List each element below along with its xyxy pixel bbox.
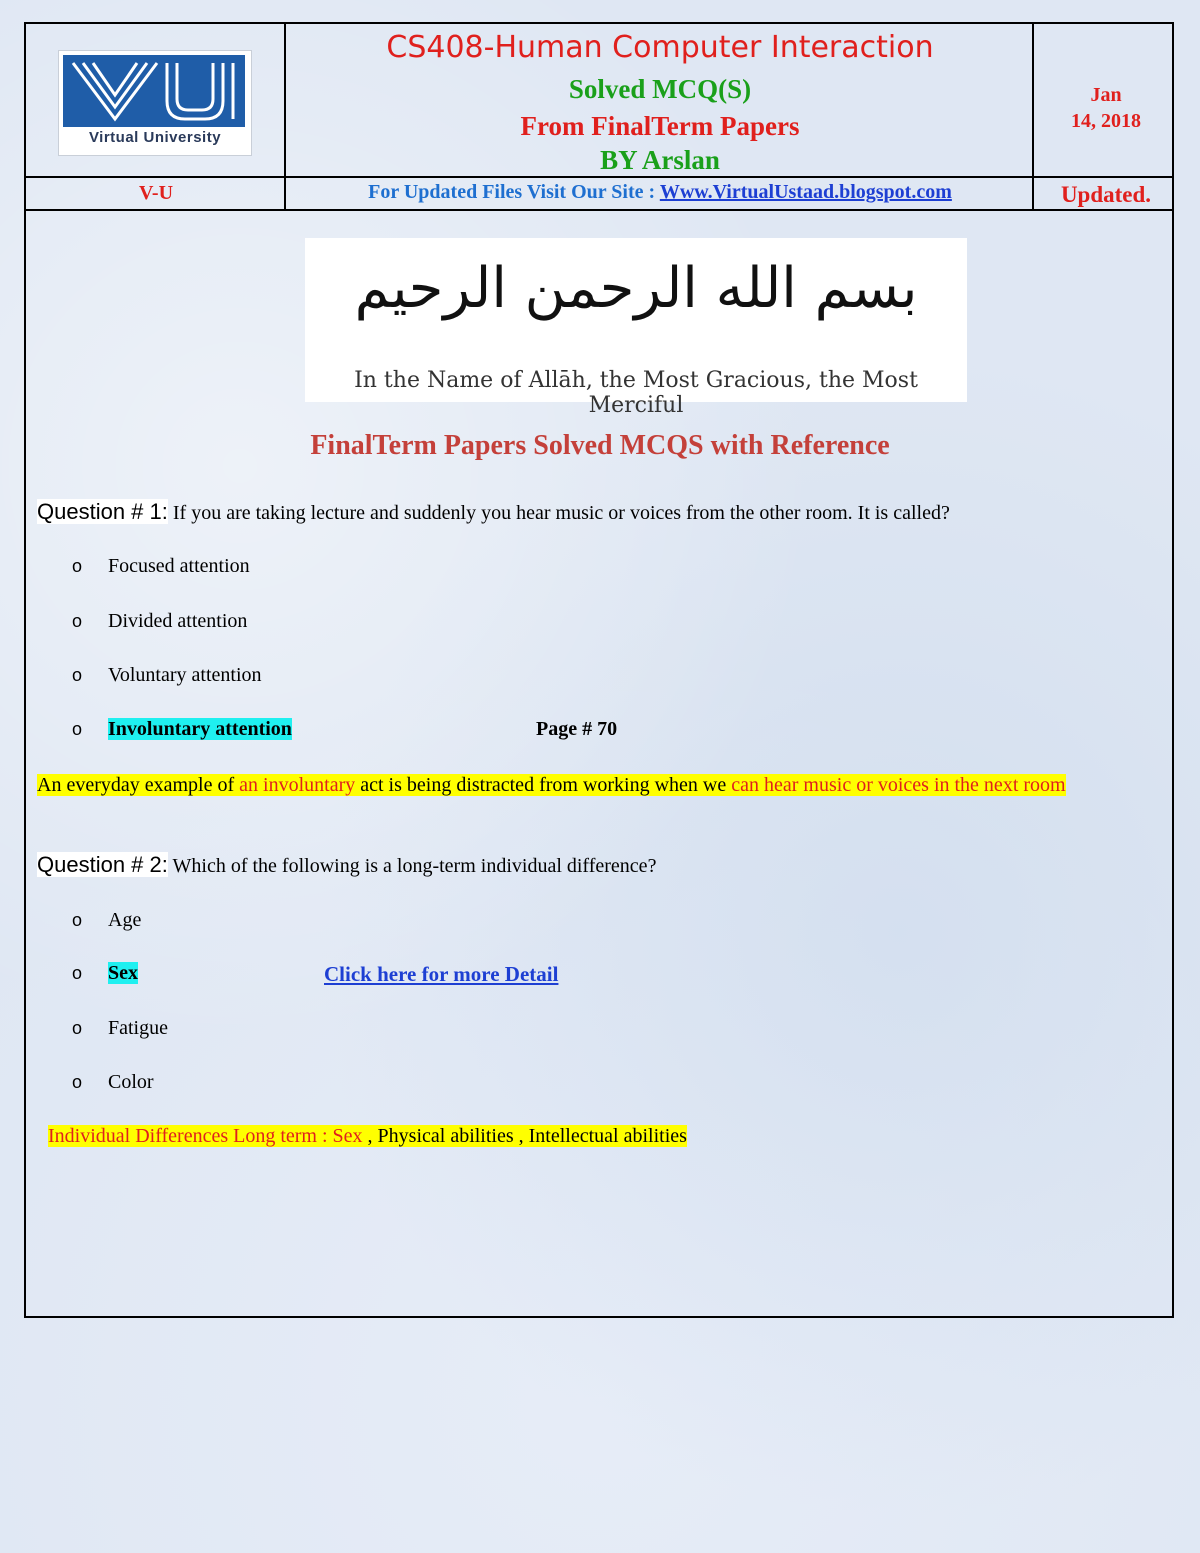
vu-logo-mark [63,55,245,127]
bismillah-caption: In the Name of Allāh, the Most Gracious, the Most Merciful [354,368,918,418]
reference-note [48,1125,687,1148]
site-prefix: For Updated Files Visit Our Site : [368,181,660,203]
bullet-icon: o [72,719,83,739]
header-row-divider [26,176,1172,178]
date-month: Jan [1090,84,1122,106]
date-day-year: 14, 2018 [1071,110,1141,132]
option-label: Focused attention [108,555,250,577]
answer-label: Involuntary attention [108,718,292,740]
ref-text: act is being distracted from working when we [355,774,732,796]
bullet-icon: o [72,1018,83,1038]
updated-label: Updated. [1060,182,1152,207]
vu-label: V-U [138,182,174,204]
option-label: Divided attention [108,610,248,632]
main-heading: FinalTerm Papers Solved MCQS with Reference [310,430,890,461]
more-detail-link[interactable]: Click here for more Detail [324,962,559,986]
bullet-icon: o [72,665,83,685]
vu-logo-text: Virtual University [88,129,222,146]
option-label: Color [108,1071,154,1093]
vu-logo [58,50,252,156]
question-label: Question # 1: [37,499,168,524]
option [72,664,262,687]
page-reference: Page # 70 [536,718,618,740]
option [72,1071,154,1094]
bismillah-calligraphy: بسم الله الرحمن الرحيم [354,256,918,321]
question-label: Question # 2: [37,852,168,877]
option-label: Age [108,909,142,931]
date [1036,82,1176,134]
question-text: If you are taking lecture and suddenly you hear music or voices from the other room. It is called? [167,502,950,524]
option-label: Fatigue [108,1017,168,1039]
question-1 [37,499,950,525]
ref-text-red: an involuntary [239,774,356,796]
question-text: Which of the following is a long-term individual difference? [167,855,657,877]
bullet-icon: o [72,1072,83,1092]
question-2 [37,852,656,878]
site-link[interactable]: Www.VirtualUstaad.blogspot.com [659,181,952,203]
ref-text-red: Individual Differences Long term : Sex [48,1125,363,1147]
option-answer [72,962,138,985]
option [72,610,247,633]
course-title: CS408-Human Computer Interaction [386,30,934,65]
source-line: From FinalTerm Papers [520,111,800,141]
reference-note [37,772,1157,799]
option [72,1017,168,1040]
site-line [286,181,1034,204]
answer-label: Sex [108,962,138,984]
ref-text: , Physical abilities , Intellectual abilities [362,1125,687,1147]
option [72,555,250,578]
ref-text: An everyday example of [37,774,240,796]
vu-logo-icon [63,55,245,127]
bullet-icon: o [72,910,83,930]
option [72,909,141,932]
subtitle: Solved MCQ(S) [568,74,752,104]
bullet-icon: o [72,963,83,983]
option-label: Voluntary attention [108,664,262,686]
option-answer [72,718,292,741]
bullet-icon: o [72,611,83,631]
bullet-icon: o [72,556,83,576]
author-line: BY Arslan [600,145,720,175]
header-table [26,24,1172,211]
header-bottom-border [26,209,1172,211]
bismillah-banner [305,238,967,418]
ref-text-red: can hear music or voices in the next room [731,774,1066,796]
